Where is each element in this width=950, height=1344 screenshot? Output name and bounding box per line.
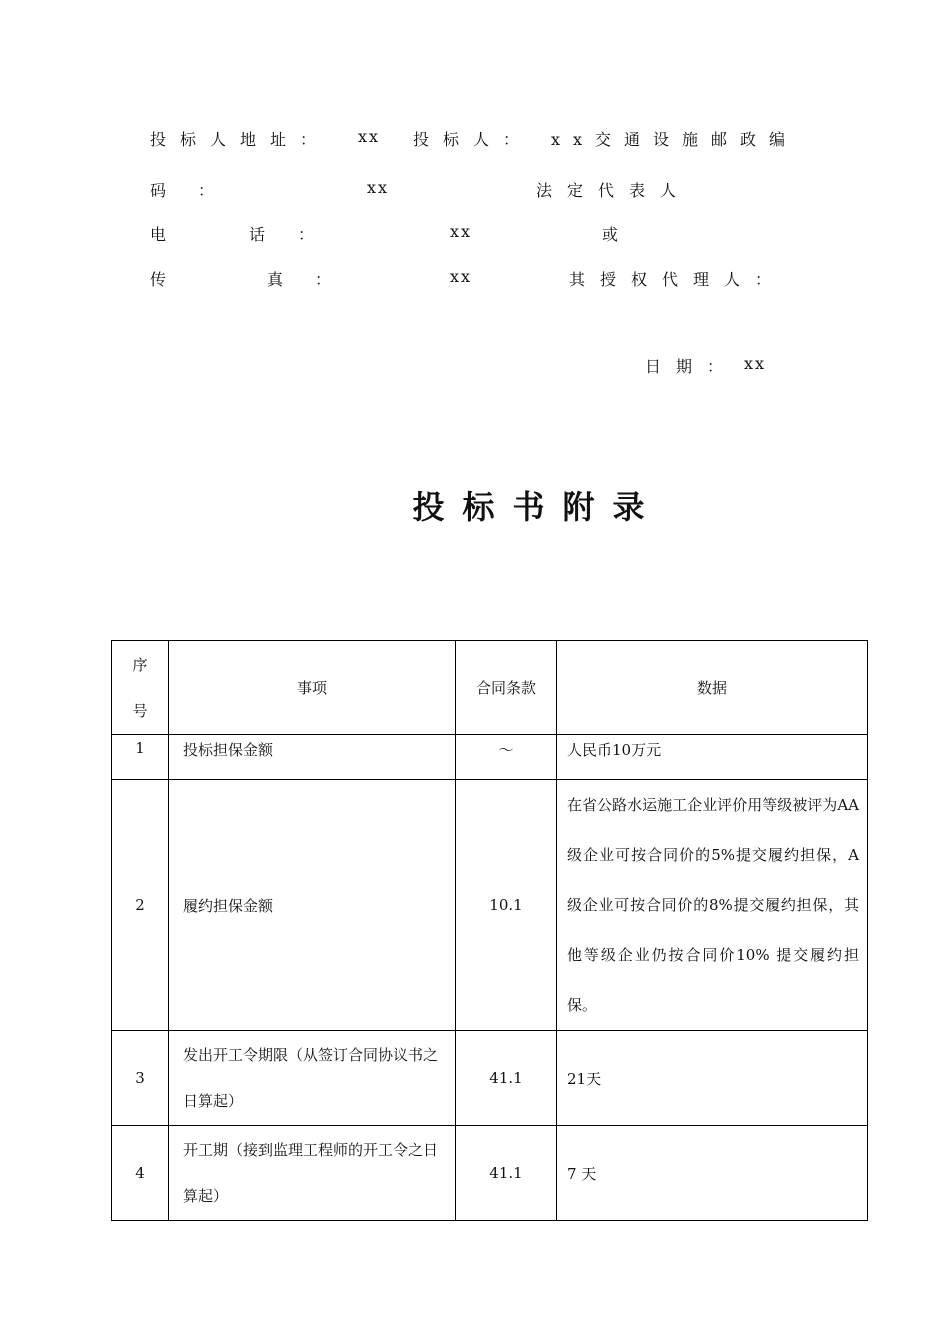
table-row — [112, 1126, 868, 1221]
row-item: 履约担保金额 — [169, 780, 456, 1031]
row-seq: 2 — [112, 780, 169, 1031]
header-data: 数据 — [557, 641, 868, 735]
header-seq — [112, 641, 169, 735]
fax-colon: ： — [315, 270, 332, 289]
table-row — [112, 735, 868, 780]
row-item: 发出开工令期限（从签订合同协议书之日算起） — [169, 1031, 456, 1126]
header-item: 事项 — [169, 641, 456, 735]
row-seq: 4 — [112, 1126, 169, 1221]
header-clause: 合同条款 — [456, 641, 557, 735]
date-value: xx — [744, 354, 767, 373]
table-row — [112, 780, 868, 1031]
bidder-value: xx交通设施邮政编 — [551, 130, 799, 149]
legal-rep-label: 法定代表人 — [536, 181, 692, 200]
postcode-value: xx — [367, 178, 390, 197]
row-clause: 41.1 — [456, 1031, 557, 1126]
row-seq: 3 — [112, 1031, 169, 1126]
row-data: 人民币10万元 — [557, 735, 868, 780]
or-label: 或 — [602, 225, 619, 244]
row-item: 开工期（接到监理工程师的开工令之日算起） — [169, 1126, 456, 1221]
authorized-agent-label: 其授权代理人： — [569, 270, 787, 289]
header-seq-b: 号 — [132, 701, 148, 720]
row-seq: 1 — [112, 735, 169, 780]
bidder-address-label: 投标人地址： — [150, 130, 331, 149]
page-title: 投标书附录 — [412, 488, 663, 526]
row-clause: ～ — [456, 735, 557, 780]
date-label: 日期： — [645, 357, 739, 376]
row-clause: 41.1 — [456, 1126, 557, 1221]
row-data: 在省公路水运施工企业评价用等级被评为AA级企业可按合同价的5%提交履约担保，A 级企业可按合同价的8%提交履约担保，其他等级企业仍按合同价10% 提交履约担保。 — [557, 780, 868, 1031]
fax-label-2: 真 — [267, 270, 284, 289]
bidder-label: 投标人： — [413, 130, 534, 149]
header-seq-a: 序 — [132, 655, 148, 674]
phone-value: xx — [450, 222, 473, 241]
appendix-table — [111, 640, 868, 1221]
row-data: 7 天 — [557, 1126, 868, 1221]
fax-label-1: 传 — [150, 270, 167, 289]
phone-colon: ： — [298, 225, 315, 244]
row-item: 投标担保金额 — [169, 735, 456, 780]
postcode-colon: ： — [198, 181, 215, 200]
phone-label-1: 电 — [150, 225, 167, 244]
row-data: 21天 — [557, 1031, 868, 1126]
bidder-address-value: xx — [358, 127, 381, 146]
phone-label-2: 话 — [249, 225, 266, 244]
table-row — [112, 1031, 868, 1126]
postcode-label: 码 — [150, 181, 167, 200]
row-clause: 10.1 — [456, 780, 557, 1031]
fax-value: xx — [450, 267, 473, 286]
table-header-row — [112, 641, 868, 735]
